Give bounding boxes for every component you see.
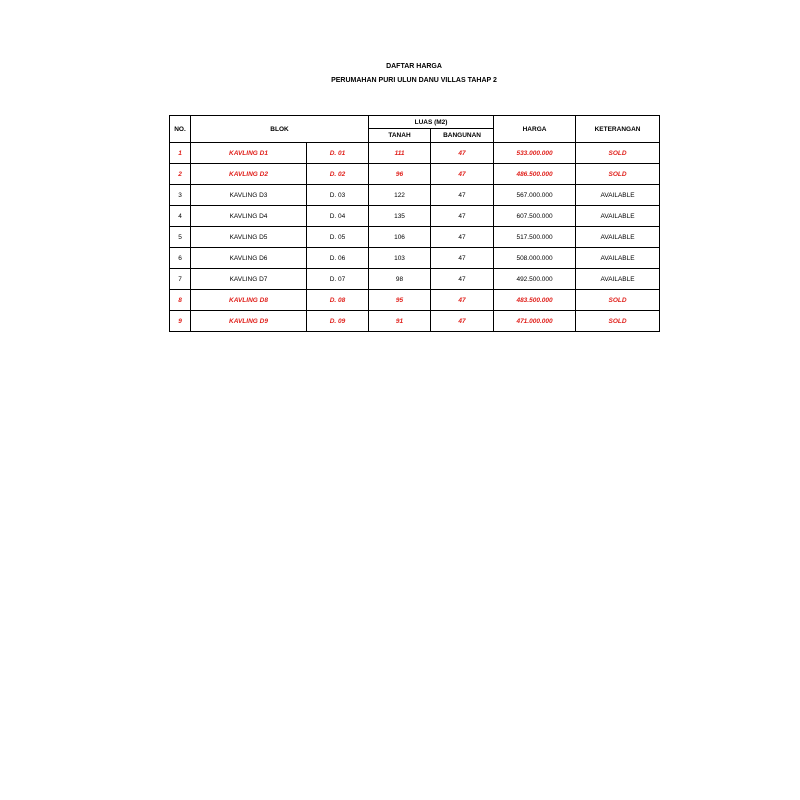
header-blok: BLOK	[191, 116, 369, 143]
document-title: DAFTAR HARGA	[386, 63, 442, 70]
header-tanah: TANAH	[369, 129, 431, 143]
price-cell: 567.000.000	[494, 185, 576, 206]
building-area-cell: 47	[431, 227, 494, 248]
price-cell: 517.500.000	[494, 227, 576, 248]
price-cell: 492.500.000	[494, 269, 576, 290]
land-area-cell: 95	[369, 290, 431, 311]
kavling-name-cell: KAVLING D6	[191, 248, 307, 269]
building-area-cell: 47	[431, 290, 494, 311]
kavling-name-cell: KAVLING D2	[191, 164, 307, 185]
land-area-cell: 111	[369, 143, 431, 164]
header-harga: HARGA	[494, 116, 576, 143]
row-number-cell: 2	[170, 164, 191, 185]
header-bangunan: BANGUNAN	[431, 129, 494, 143]
building-area-cell: 47	[431, 206, 494, 227]
status-cell: AVAILABLE	[576, 206, 660, 227]
table-row	[170, 185, 660, 206]
row-number-cell: 4	[170, 206, 191, 227]
table-row	[170, 227, 660, 248]
header-keterangan: KETERANGAN	[576, 116, 660, 143]
land-area-cell: 96	[369, 164, 431, 185]
document-subtitle: PERUMAHAN PURI ULUN DANU VILLAS TAHAP 2	[331, 77, 497, 84]
land-area-cell: 98	[369, 269, 431, 290]
blok-code-cell: D. 04	[307, 206, 369, 227]
table-row	[170, 206, 660, 227]
blok-code-cell: D. 06	[307, 248, 369, 269]
status-cell: AVAILABLE	[576, 185, 660, 206]
row-number-cell: 1	[170, 143, 191, 164]
price-cell: 533.000.000	[494, 143, 576, 164]
row-number-cell: 9	[170, 311, 191, 332]
price-cell: 471.000.000	[494, 311, 576, 332]
table-row	[170, 248, 660, 269]
table-header-row	[170, 116, 660, 129]
price-cell: 607.500.000	[494, 206, 576, 227]
blok-code-cell: D. 01	[307, 143, 369, 164]
row-number-cell: 5	[170, 227, 191, 248]
status-cell: AVAILABLE	[576, 269, 660, 290]
building-area-cell: 47	[431, 311, 494, 332]
blok-code-cell: D. 02	[307, 164, 369, 185]
blok-code-cell: D. 09	[307, 311, 369, 332]
status-cell: SOLD	[576, 143, 660, 164]
row-number-cell: 3	[170, 185, 191, 206]
table-row	[170, 290, 660, 311]
row-number-cell: 8	[170, 290, 191, 311]
building-area-cell: 47	[431, 248, 494, 269]
kavling-name-cell: KAVLING D9	[191, 311, 307, 332]
kavling-name-cell: KAVLING D5	[191, 227, 307, 248]
kavling-name-cell: KAVLING D3	[191, 185, 307, 206]
land-area-cell: 91	[369, 311, 431, 332]
status-cell: AVAILABLE	[576, 248, 660, 269]
blok-code-cell: D. 07	[307, 269, 369, 290]
blok-code-cell: D. 03	[307, 185, 369, 206]
status-cell: SOLD	[576, 290, 660, 311]
land-area-cell: 106	[369, 227, 431, 248]
land-area-cell: 135	[369, 206, 431, 227]
kavling-name-cell: KAVLING D1	[191, 143, 307, 164]
building-area-cell: 47	[431, 185, 494, 206]
table-body	[170, 143, 660, 332]
table-row	[170, 164, 660, 185]
blok-code-cell: D. 05	[307, 227, 369, 248]
row-number-cell: 6	[170, 248, 191, 269]
price-cell: 508.000.000	[494, 248, 576, 269]
kavling-name-cell: KAVLING D8	[191, 290, 307, 311]
table-row	[170, 143, 660, 164]
land-area-cell: 122	[369, 185, 431, 206]
kavling-name-cell: KAVLING D4	[191, 206, 307, 227]
price-cell: 486.500.000	[494, 164, 576, 185]
price-cell: 483.500.000	[494, 290, 576, 311]
status-cell: SOLD	[576, 311, 660, 332]
status-cell: SOLD	[576, 164, 660, 185]
kavling-name-cell: KAVLING D7	[191, 269, 307, 290]
header-luas: LUAS (M2)	[369, 116, 494, 129]
row-number-cell: 7	[170, 269, 191, 290]
land-area-cell: 103	[369, 248, 431, 269]
building-area-cell: 47	[431, 269, 494, 290]
building-area-cell: 47	[431, 164, 494, 185]
table-row	[170, 311, 660, 332]
price-table	[169, 115, 660, 332]
table-row	[170, 269, 660, 290]
header-no: NO.	[170, 116, 191, 143]
blok-code-cell: D. 08	[307, 290, 369, 311]
status-cell: AVAILABLE	[576, 227, 660, 248]
building-area-cell: 47	[431, 143, 494, 164]
